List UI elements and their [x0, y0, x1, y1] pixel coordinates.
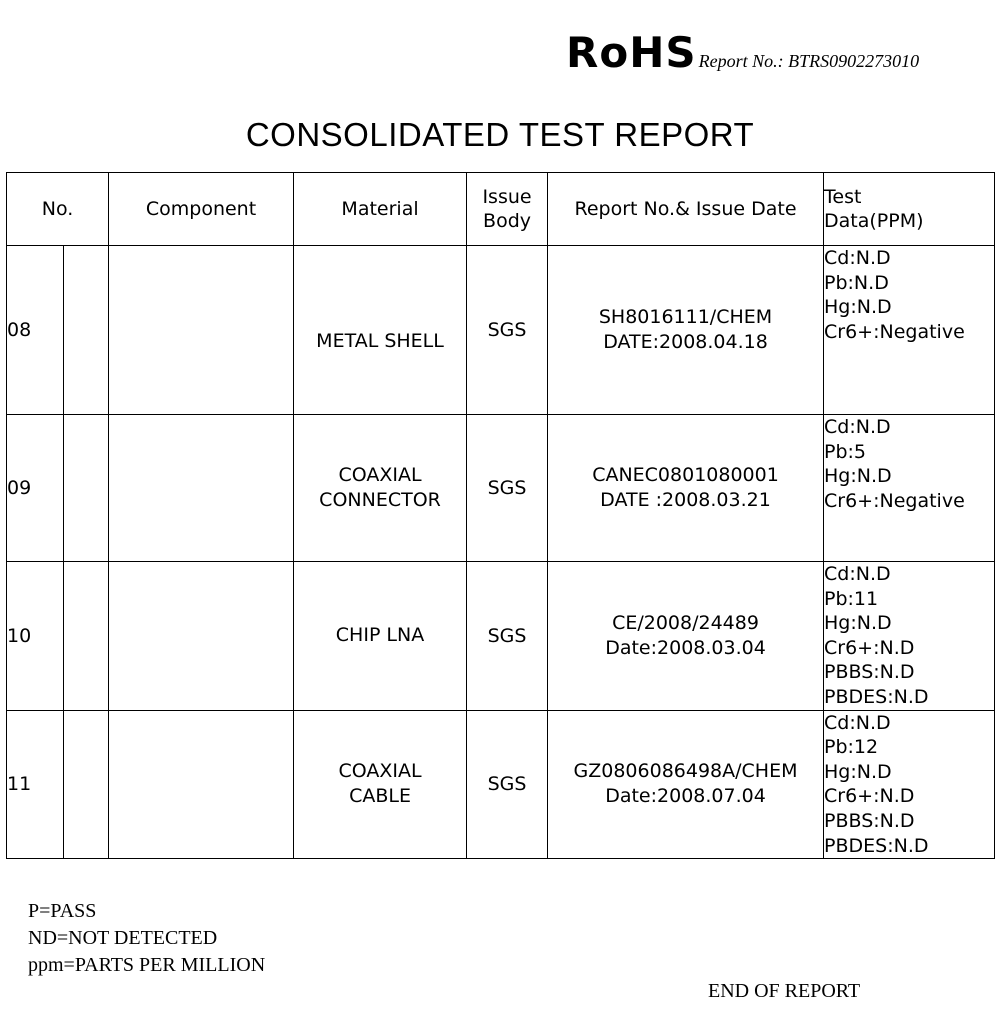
test-data-line: Pb:12 [824, 736, 879, 759]
material-line: CHIP LNA [335, 624, 425, 647]
report-number: Report No.: BTRS0902273010 [698, 51, 920, 71]
component-cell [109, 415, 294, 562]
test-data-line: Hg:N.D [824, 760, 892, 783]
material-line: METAL SHELL [316, 329, 444, 352]
issue-body-cell: SGS [467, 710, 548, 859]
test-data-line: Hg:N.D [824, 612, 892, 635]
material-line: CONNECTOR [319, 489, 441, 511]
table-header-row [7, 173, 995, 246]
test-data-line: Hg:N.D [824, 465, 892, 488]
row-number-sub [64, 562, 109, 711]
table-row [7, 710, 995, 859]
report-line: DATE :2008.03.21 [600, 489, 771, 511]
report-cell [548, 710, 824, 859]
row-number-sub [64, 415, 109, 562]
report-cell [548, 562, 824, 711]
issue-body-cell: SGS [467, 415, 548, 562]
report-header [566, 28, 919, 77]
test-data-line: PBBS:N.D [824, 809, 915, 832]
report-cell [548, 415, 824, 562]
row-number-sub [64, 710, 109, 859]
material-cell [294, 415, 467, 562]
component-cell [109, 246, 294, 415]
test-data-line: PBDES:N.D [824, 685, 929, 708]
report-line: DATE:2008.04.18 [603, 331, 768, 353]
test-data-line: Cd:N.D [824, 416, 891, 438]
row-number: 11 [7, 710, 64, 859]
col-component-header: Component [109, 173, 294, 246]
end-of-report: END OF REPORT [708, 980, 861, 1002]
component-cell [109, 710, 294, 859]
legend-ppm: ppm=PARTS PER MILLION [28, 954, 266, 976]
test-data-line: Pb:11 [824, 587, 879, 610]
material-cell [294, 710, 467, 859]
report-line: Date:2008.07.04 [605, 785, 766, 808]
table-row [7, 415, 995, 562]
issue-body-cell: SGS [467, 246, 548, 415]
col-material-header: Material [294, 173, 467, 246]
test-data-line: Pb:N.D [824, 271, 889, 294]
row-number: 10 [7, 562, 64, 711]
test-data-line: Cr6+:N.D [824, 785, 915, 808]
table-row [7, 562, 995, 711]
material-cell [294, 562, 467, 711]
rohs-logo: RoHS [566, 28, 697, 77]
legend-nd: ND=NOT DETECTED [28, 927, 218, 949]
test-data-line: PBDES:N.D [824, 834, 929, 857]
material-line: CABLE [349, 785, 411, 808]
col-no-header: No. [7, 173, 109, 246]
table-body [7, 246, 995, 859]
col-issue-body-header: Issue Body [467, 173, 548, 246]
test-data-line: Cd:N.D [824, 247, 891, 269]
test-data-line: PBBS:N.D [824, 661, 915, 684]
test-data-line: Pb:5 [824, 440, 867, 463]
row-number: 08 [7, 246, 64, 415]
test-data-line: Cr6+:Negative [824, 320, 965, 343]
report-cell [548, 246, 824, 415]
page-title: CONSOLIDATED TEST REPORT [245, 116, 755, 153]
report-line: GZ0806086498A/CHEM [573, 760, 798, 783]
material-cell [294, 246, 467, 415]
component-cell [109, 562, 294, 711]
legend-pass: P=PASS [28, 900, 97, 922]
test-data-line: Cd:N.D [824, 711, 891, 734]
row-number-sub [64, 246, 109, 415]
test-data-cell [824, 562, 995, 711]
test-data-cell [824, 246, 995, 415]
issue-body-cell: SGS [467, 562, 548, 711]
report-line: SH8016111/CHEM [598, 306, 773, 328]
test-data-cell [824, 415, 995, 562]
col-test-data-header: Test Data(PPM) [824, 173, 995, 246]
results-table [6, 172, 995, 859]
col-report-header: Report No.& Issue Date [548, 173, 824, 246]
report-line: Date:2008.03.04 [605, 636, 766, 659]
test-data-line: Cr6+:Negative [824, 489, 965, 512]
report-line: CANEC0801080001 [592, 464, 779, 486]
row-number: 09 [7, 415, 64, 562]
test-data-cell [824, 710, 995, 859]
test-data-line: Cd:N.D [824, 563, 891, 585]
material-line: COAXIAL [338, 464, 422, 486]
test-data-line: Cr6+:N.D [824, 636, 915, 659]
table-row [7, 246, 995, 415]
material-line: COAXIAL [338, 760, 422, 783]
test-data-line: Hg:N.D [824, 296, 892, 319]
legend [28, 898, 265, 979]
report-line: CE/2008/24489 [612, 611, 759, 634]
